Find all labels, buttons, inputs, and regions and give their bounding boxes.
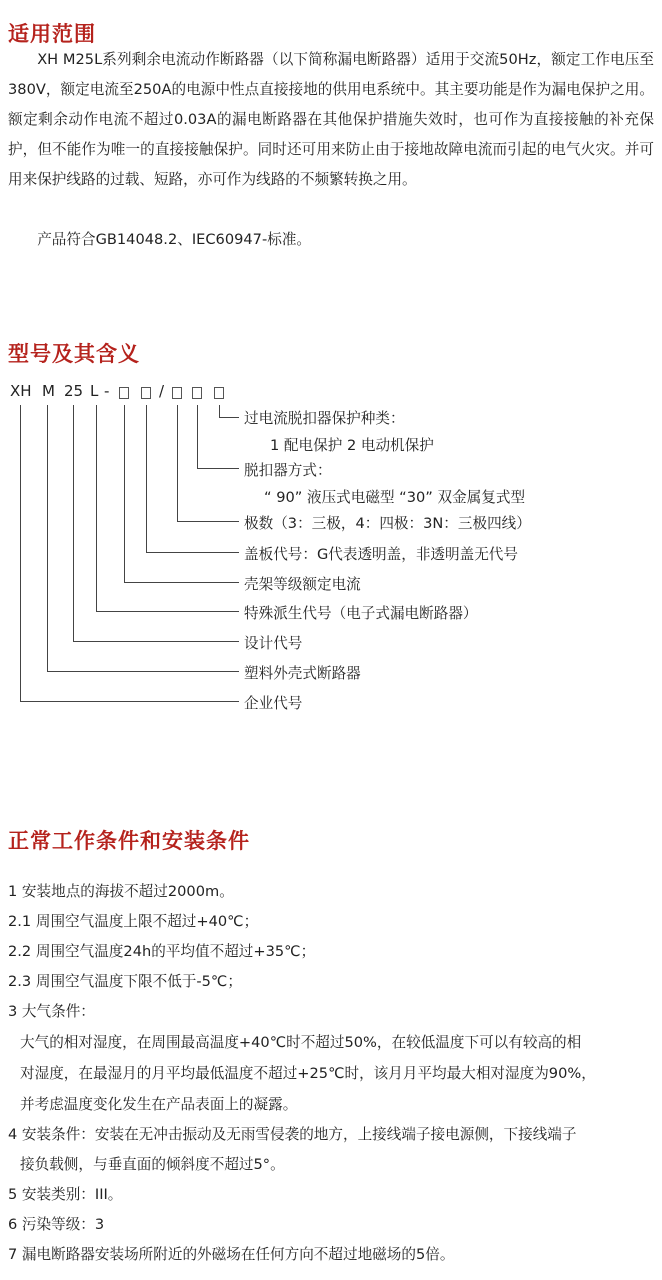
label-poles: 极数（3：三极，4：四极：3N：三极四线） xyxy=(244,515,531,532)
code-box-current xyxy=(119,387,129,399)
code-derivative: L xyxy=(90,382,99,400)
label-derivative: 特殊派生代号（电子式漏电断路器） xyxy=(244,605,478,622)
condition-item: 7 漏电断路器安装场所附近的外磁场在任何方向不超过地磁场的5倍。 xyxy=(8,1246,455,1263)
hline-release xyxy=(197,468,239,469)
code-box-poles xyxy=(172,387,182,399)
connector-current xyxy=(124,405,125,582)
hline-design xyxy=(73,641,239,642)
connector-cover xyxy=(146,405,147,552)
code-design: 25 xyxy=(64,382,84,400)
scope-paragraph: XH M25L系列剩余电流动作断路器（以下简称漏电断路器）适用于交流50Hz，额定工作电压至380V，额定电流至250A的电源中性点直接接地的供用电系统中。其主要功能是作为漏电保护之用。额定剩余动作电流不超过0.03A的漏电断路器在其他保护措施失效时，也可作为直接接触的补充保护，但不能作为唯一的直接接触保护。同时还可用来防止由于接地故障电流而引起的电气火灾。并可用来保护线路的过载、短路，亦可作为线路的不频繁转换之用。 xyxy=(8,51,654,188)
label-design: 设计代号 xyxy=(244,635,303,652)
condition-item: 5 安装类别：III。 xyxy=(8,1186,123,1203)
code-box-cover xyxy=(141,387,151,399)
code-dash: - xyxy=(104,382,110,400)
label-molded-case: 塑料外壳式断路器 xyxy=(244,665,361,682)
condition-item: 2.3 周围空气温度下限不低于-5℃； xyxy=(8,973,242,990)
condition-item: 接负载侧，与垂直面的倾斜度不超过5°。 xyxy=(20,1156,285,1173)
code-slash: / xyxy=(159,382,165,400)
condition-item: 2.1 周围空气温度上限不超过+40℃； xyxy=(8,913,259,930)
connector-protection xyxy=(219,405,220,417)
label-frame-current: 壳架等级额定电流 xyxy=(244,576,361,593)
condition-item: 3 大气条件： xyxy=(8,1003,95,1020)
condition-item: 大气的相对湿度，在周围最高温度+40℃时不超过50%，在较低温度下可以有较高的相 xyxy=(20,1034,582,1051)
label-release-options: “ 90” 液压式电磁型 “30” 双金属复式型 xyxy=(264,489,526,506)
section-title-scope: 适用范围 xyxy=(8,22,96,46)
hline-derivative xyxy=(96,611,239,612)
condition-item: 6 污染等级：3 xyxy=(8,1216,105,1233)
hline-frame xyxy=(47,671,239,672)
hline-current xyxy=(124,582,239,583)
label-enterprise: 企业代号 xyxy=(244,695,303,712)
condition-item: 并考虑温度变化发生在产品表面上的凝露。 xyxy=(20,1096,298,1113)
code-box-release xyxy=(192,387,202,399)
connector-design xyxy=(73,405,74,641)
section-title-model: 型号及其含义 xyxy=(8,342,140,366)
code-enterprise: XH xyxy=(10,382,32,400)
connector-release xyxy=(197,405,198,468)
condition-item: 2.2 周围空气温度24h的平均值不超过+35℃； xyxy=(8,943,316,960)
hline-cover xyxy=(146,552,239,553)
code-box-protection xyxy=(214,387,224,399)
label-release-mode: 脱扣器方式： xyxy=(244,462,332,479)
connector-enterprise xyxy=(20,405,21,701)
label-protection-type: 过电流脱扣器保护种类： xyxy=(244,410,405,427)
model-code xyxy=(8,382,248,406)
label-protection-options: 1 配电保护 2 电动机保护 xyxy=(270,437,434,454)
connector-derivative xyxy=(96,405,97,611)
hline-poles xyxy=(177,521,239,522)
condition-item: 4 安装条件：安装在无冲击振动及无雨雪侵袭的地方，上接线端子接电源侧，下接线端子 xyxy=(8,1126,577,1143)
connector-frame xyxy=(47,405,48,671)
condition-item: 1 安装地点的海拔不超过2000m。 xyxy=(8,883,234,900)
section-title-conditions: 正常工作条件和安装条件 xyxy=(8,829,250,853)
connector-poles xyxy=(177,405,178,521)
condition-item: 对湿度，在最湿月的月平均最低温度不超过+25℃时，该月月平均最大相对湿度为90%， xyxy=(20,1065,596,1082)
hline-protection xyxy=(219,417,239,418)
code-frame-type: M xyxy=(42,382,55,400)
hline-enterprise xyxy=(20,701,239,702)
label-cover: 盖板代号：G代表透明盖，非透明盖无代号 xyxy=(244,546,518,563)
standard-paragraph: 产品符合GB14048.2、IEC60947-标准。 xyxy=(37,231,312,248)
